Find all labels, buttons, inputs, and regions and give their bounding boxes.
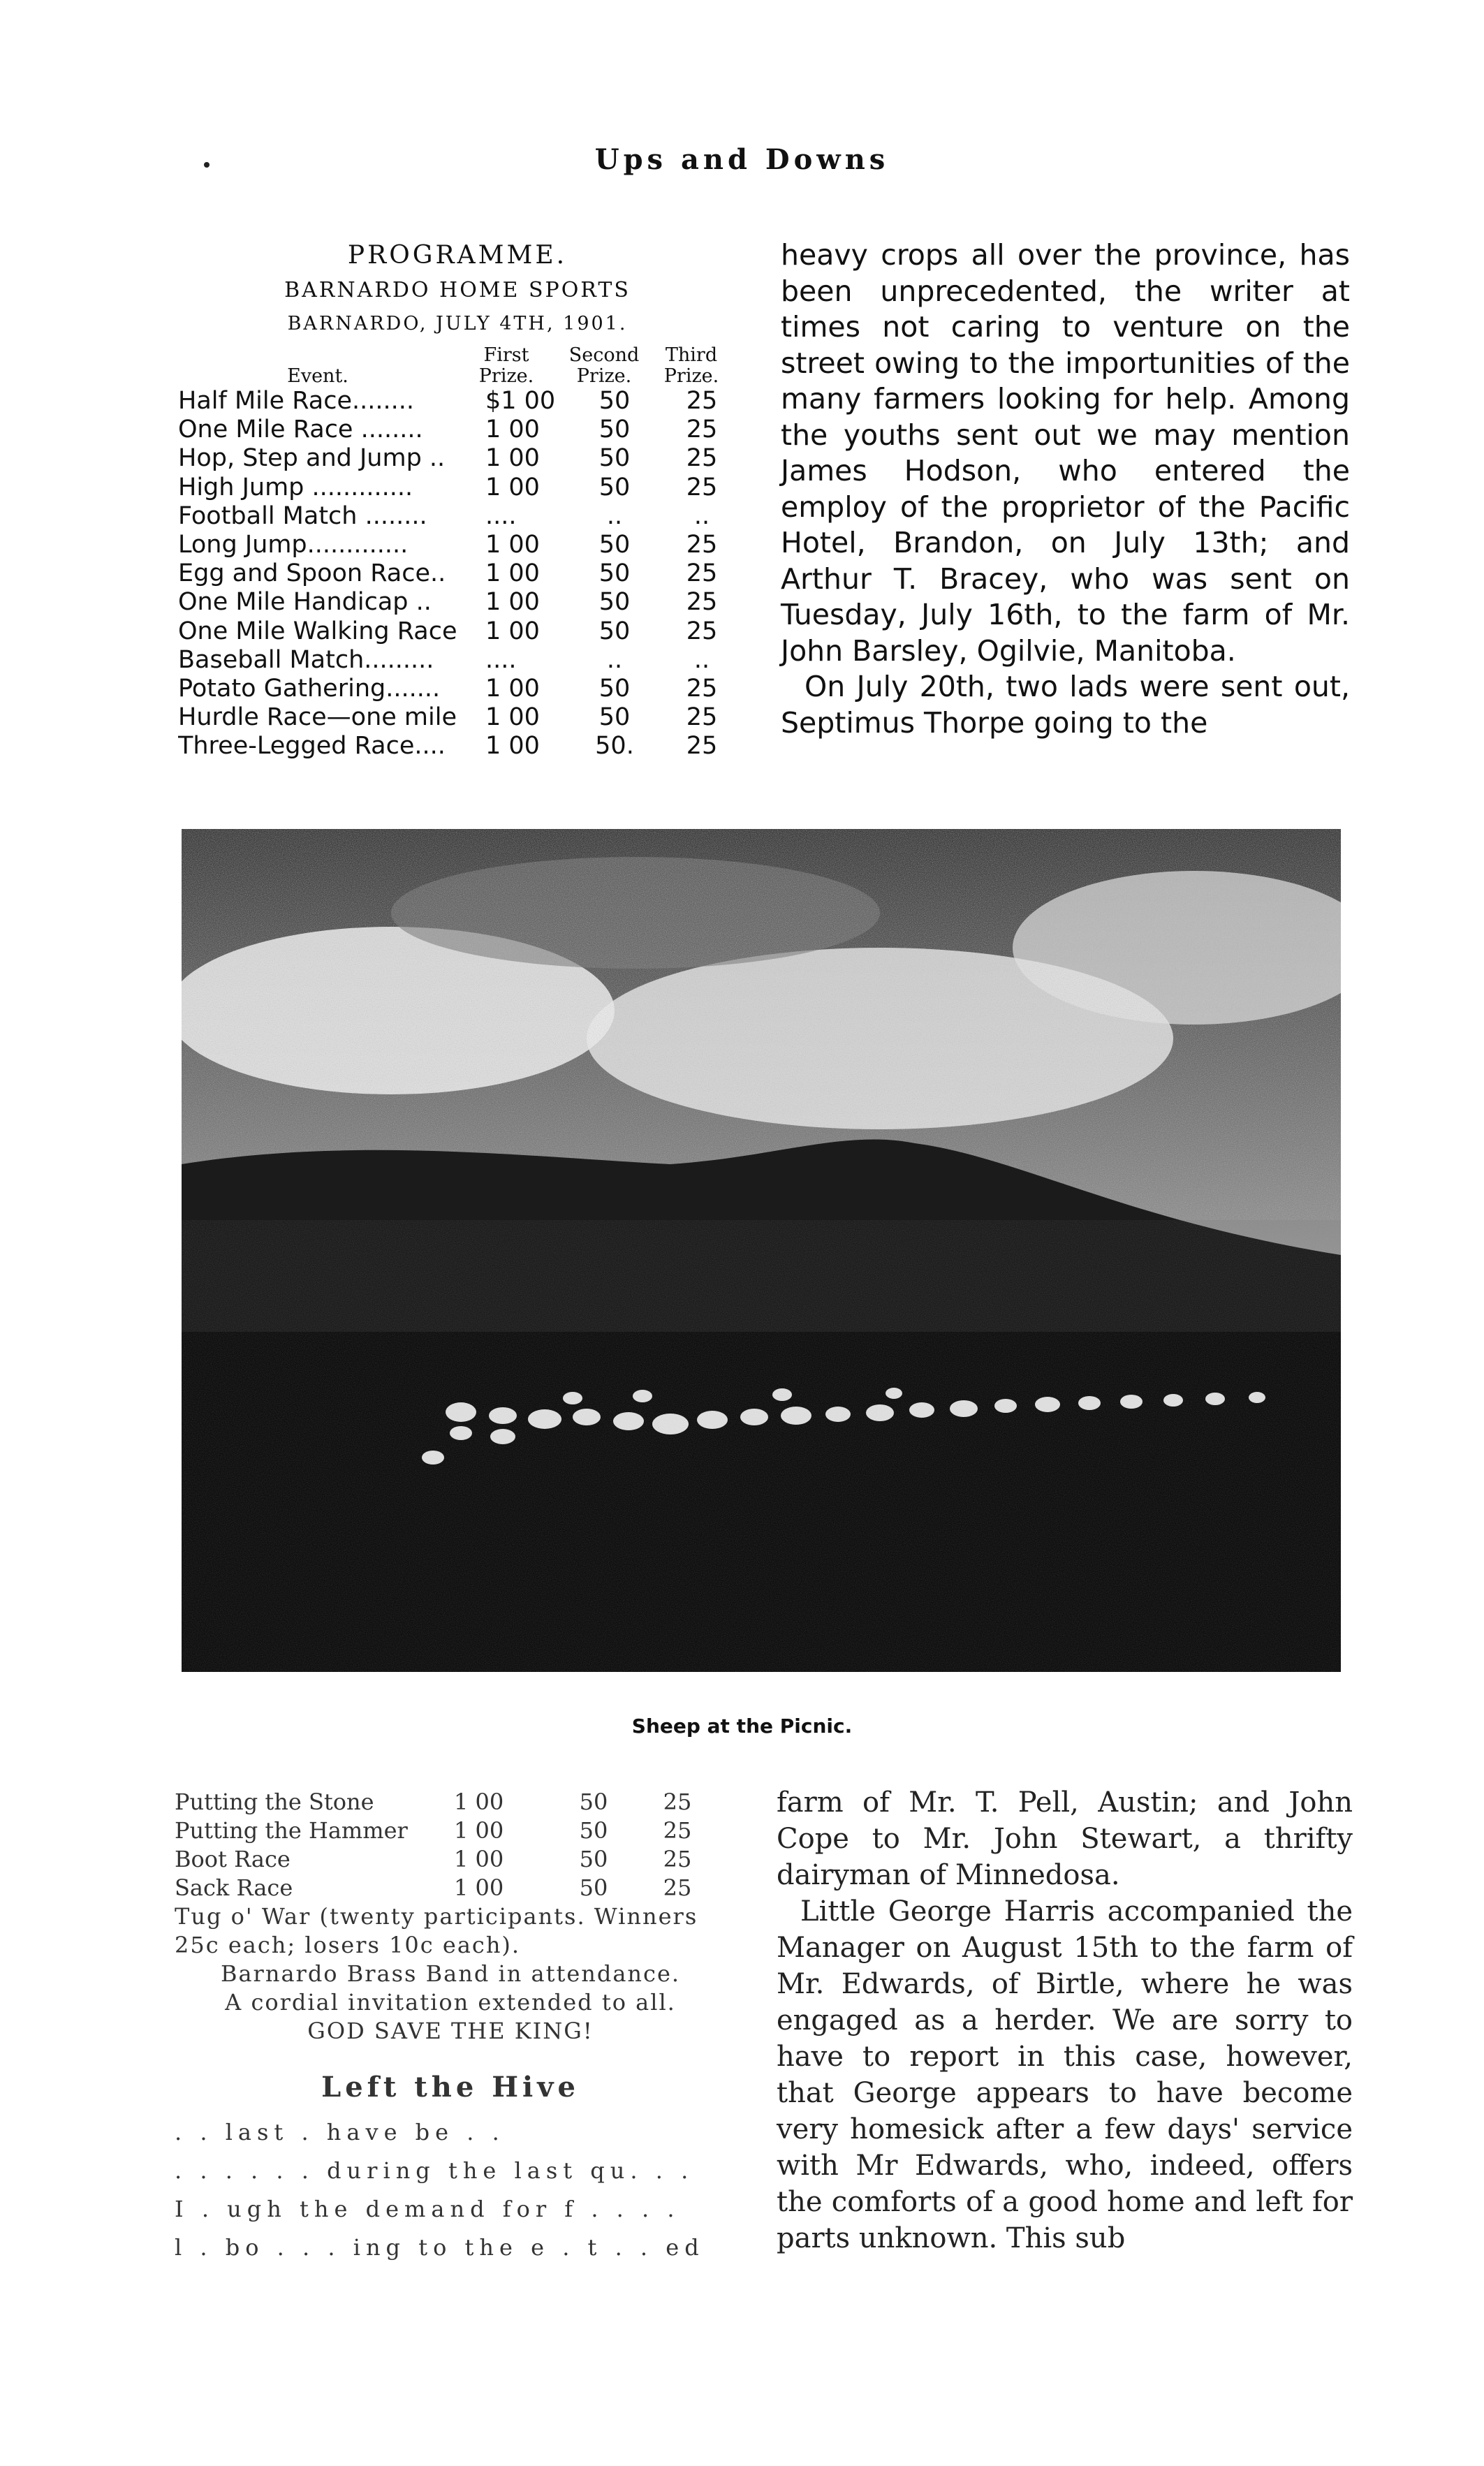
row-second-prize: 50. (595, 732, 634, 761)
header-third: Third Prize. (663, 344, 719, 387)
row-event: Egg and Spoon Race.. (178, 559, 446, 588)
row-event: One Mile Race ........ (178, 416, 423, 444)
row-event: One Mile Walking Race (178, 617, 457, 645)
programme-header (178, 345, 737, 387)
programme-row (178, 531, 737, 559)
programme-row (178, 474, 737, 502)
hive-line: . . last . have be . . (175, 2119, 505, 2145)
row-first-prize: 1 00 (485, 703, 540, 732)
programme-row (178, 617, 737, 646)
photo-caption: Sheep at the Picnic. (631, 1715, 853, 1738)
row-first-prize: 1 00 (485, 675, 540, 703)
note-band: Barnardo Brass Band in attendance. (220, 1960, 681, 1987)
row-second-prize: 50 (598, 675, 631, 703)
programme-row (178, 588, 737, 617)
ground-grain (182, 1220, 1341, 1672)
running-head: Ups and Downs (594, 143, 890, 176)
row-event: Sack Race (175, 1874, 293, 1901)
row-event: Three-Legged Race.... (178, 732, 446, 761)
row-third-prize: 25 (686, 732, 718, 761)
paragraph: farm of Mr. T. Pell, Austin; and John Cope to Mr. John Stewart, a thrifty dairyman of Minnedosa. (777, 1786, 1353, 1891)
row-first-prize: 1 00 (485, 617, 540, 645)
row-first-prize: 1 00 (485, 588, 540, 617)
note-invitation: A cordial invitation extended to all. (225, 1989, 676, 2016)
row-event: Putting the Stone (175, 1789, 374, 1815)
row-second-prize: 50 (598, 444, 631, 473)
hive-line: . . . . . . during the last qu. . . (175, 2157, 694, 2184)
column-right-bottom (777, 1784, 1353, 2256)
row-first-prize: 1 00 (485, 559, 540, 588)
row-second-prize: 50 (598, 387, 631, 415)
row-second-prize: 50 (579, 1817, 608, 1844)
row-second-prize: 50 (598, 617, 631, 645)
row-first-prize: 1 00 (454, 1874, 504, 1901)
row-second-prize: 50 (598, 416, 631, 444)
row-third-prize: 25 (686, 444, 718, 473)
paragraph: heavy crops all over the province, has been unprecedented, the writer at times not caring to venture on the street owing to the importunities of the many farmers looking for help. Among the youths sent out we may mention James Hodson, who entered the employ of the proprietor of the Pacific Hotel, Brandon, on July 13th; and Arthur T. Bracey, who was sent on Tuesday, July 16th, to the farm of Mr. John Barsley, Ogilvie, Manitoba. (781, 238, 1350, 668)
section-heading: Left the Hive (321, 2071, 580, 2104)
sheep-photo (182, 829, 1341, 1672)
row-first-prize: 1 00 (485, 444, 540, 473)
programme-row (178, 646, 737, 675)
hive-paragraph (175, 2113, 726, 2267)
row-event: Hurdle Race—one mile (178, 703, 457, 732)
row-third-prize: 25 (686, 559, 718, 588)
hive-line: l . bo . . . ing to the e . t . . ed (175, 2234, 705, 2261)
row-third-prize: 25 (686, 531, 718, 559)
row-third-prize: 25 (686, 617, 718, 645)
programme-row (178, 444, 737, 473)
programme (178, 237, 737, 761)
row-third-prize: 25 (686, 588, 718, 617)
row-second-prize: 50 (598, 703, 631, 732)
programme-row (178, 732, 737, 761)
row-event: One Mile Handicap .. (178, 588, 432, 617)
row-third-prize: .. (693, 645, 710, 674)
programme-row (178, 675, 737, 703)
results-row (175, 1874, 726, 1902)
programme-row (178, 502, 737, 531)
row-third-prize: 25 (663, 1789, 692, 1815)
note-tug-of-war: Tug o' War (twenty participants. Winners 25c each; losers 10c each). (175, 1903, 698, 1958)
row-second-prize: 50 (598, 473, 631, 501)
programme-row (178, 703, 737, 732)
row-third-prize: 25 (663, 1846, 692, 1872)
row-event: Baseball Match......... (178, 645, 434, 674)
row-second-prize: 50 (579, 1846, 608, 1872)
programme-subtitle: BARNARDO HOME SPORTS (284, 278, 631, 302)
column-right-top (781, 237, 1350, 741)
row-third-prize: 25 (686, 473, 718, 501)
row-first-prize: 1 00 (485, 531, 540, 559)
programme-row (178, 387, 737, 416)
row-second-prize: 50 (598, 588, 631, 617)
row-third-prize: 25 (686, 387, 718, 415)
header-second: Second Prize. (568, 344, 640, 387)
row-first-prize: 1 00 (454, 1846, 504, 1872)
row-second-prize: 50 (598, 531, 631, 559)
row-second-prize: .. (606, 501, 623, 530)
row-third-prize: 25 (686, 675, 718, 703)
header-first: First Prize. (478, 344, 534, 387)
row-second-prize: 50 (598, 559, 631, 588)
row-third-prize: 25 (686, 416, 718, 444)
row-third-prize: 25 (686, 703, 718, 732)
programme-date: BARNARDO, JULY 4TH, 1901. (287, 313, 628, 335)
programme-row (178, 416, 737, 444)
results-row (175, 1817, 726, 1845)
row-first-prize: 1 00 (454, 1817, 504, 1844)
programme-title: PROGRAMME. (347, 241, 568, 270)
row-second-prize: .. (606, 645, 623, 674)
note-god-save-the-king: GOD SAVE THE KING! (307, 2018, 594, 2044)
row-third-prize: 25 (663, 1817, 692, 1844)
row-second-prize: 50 (579, 1874, 608, 1901)
programme-rows (178, 387, 737, 761)
row-event: Half Mile Race........ (178, 387, 415, 415)
paragraph: On July 20th, two lads were sent out, Septimus Thorpe going to the (781, 670, 1350, 740)
programme-row (178, 559, 737, 588)
row-event: Potato Gathering....... (178, 675, 441, 703)
row-second-prize: 50 (579, 1789, 608, 1815)
results-row (175, 1788, 726, 1817)
column-left-bottom (175, 1788, 726, 2267)
row-event: Boot Race (175, 1846, 291, 1872)
row-first-prize: .... (485, 645, 517, 674)
hive-line: I . ugh the demand for f . . . . (175, 2196, 680, 2222)
row-first-prize: .... (485, 501, 517, 530)
row-event: High Jump ............. (178, 473, 413, 501)
row-first-prize: 1 00 (485, 732, 540, 761)
header-event: Event. (287, 365, 348, 387)
row-event: Hop, Step and Jump .. (178, 444, 446, 473)
row-event: Football Match ........ (178, 501, 427, 530)
row-third-prize: 25 (663, 1874, 692, 1901)
paragraph: Little George Harris accompanied the Manager on August 15th to the farm of Mr. Edwards, of Birtle, where he was engaged as a herder. We are sorry to have to report in this case, however, that George appears to have become very homesick after a few days' service with Mr Edwards, who, indeed, offers the comforts of a good home and left for parts unknown. This sub (777, 1895, 1353, 2254)
row-first-prize: 1 00 (454, 1789, 504, 1815)
row-first-prize: $1 00 (485, 387, 556, 415)
row-event: Putting the Hammer (175, 1817, 408, 1844)
row-first-prize: 1 00 (485, 416, 540, 444)
results-rows (175, 1788, 726, 1902)
row-first-prize: 1 00 (485, 473, 540, 501)
row-third-prize: .. (693, 501, 710, 530)
results-row (175, 1845, 726, 1874)
row-event: Long Jump............. (178, 531, 409, 559)
